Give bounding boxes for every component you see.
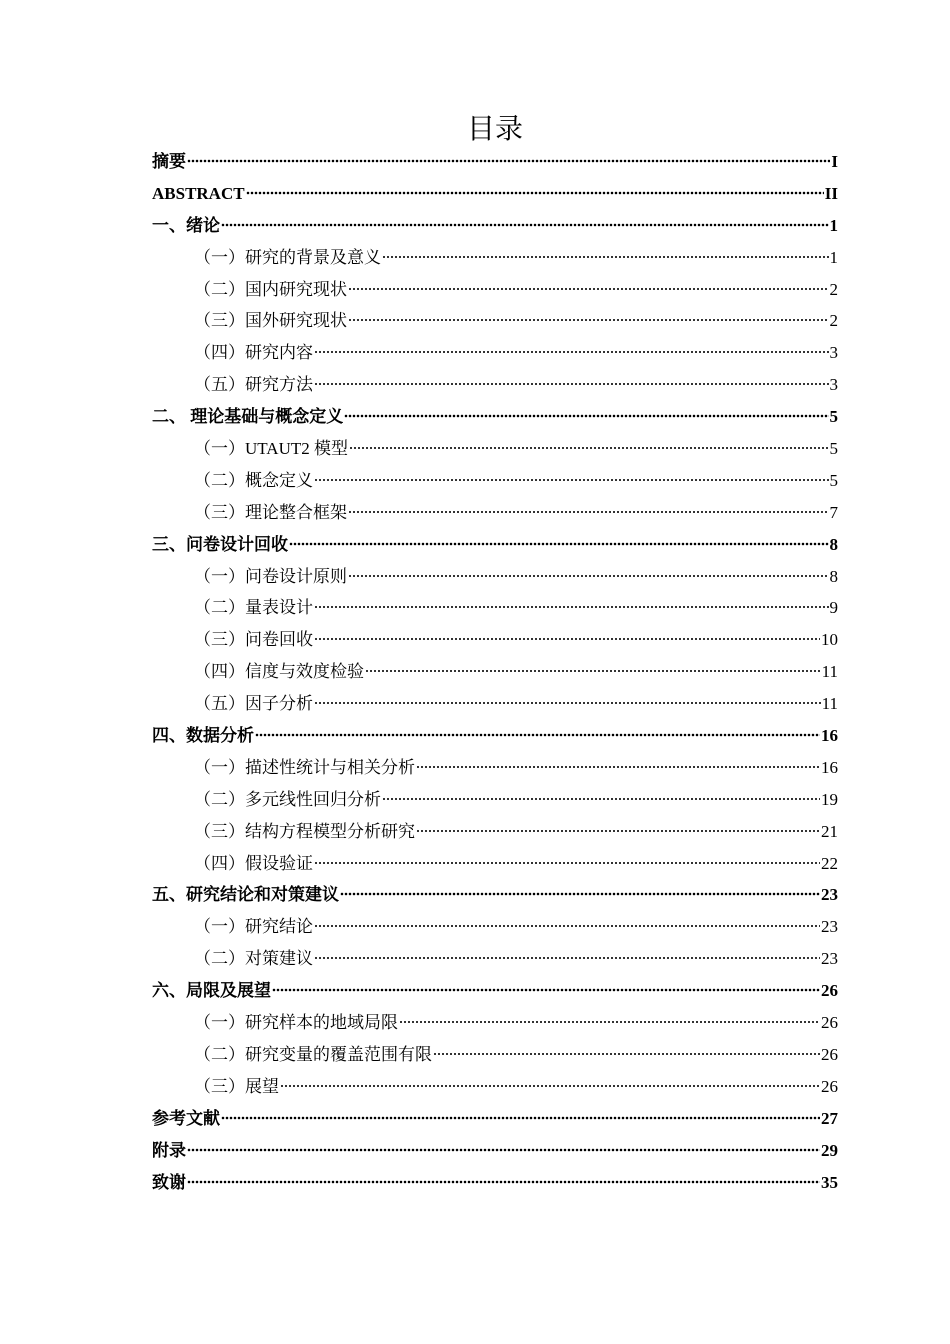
dot-leader [187,1148,820,1152]
toc-entry[interactable] [152,497,838,529]
toc-entry-label: 三、问卷设计回收 [152,534,288,554]
toc-entry-page-number: 5 [829,470,838,490]
toc-entry-page-number: 21 [821,821,838,841]
toc-entry[interactable] [152,1071,838,1103]
toc-entry-page-number: 5 [829,407,838,427]
dot-leader [272,988,820,992]
dot-leader [187,1180,820,1184]
toc-entry-page-number: 7 [829,502,838,522]
toc-entry-label: 致谢 [152,1172,186,1192]
dot-leader [399,1020,820,1024]
toc-entry[interactable] [152,529,838,561]
toc-entry-page-number: 8 [829,566,838,586]
dot-leader [348,287,829,291]
toc-entry-page-number: 26 [821,981,838,1001]
toc-entry-label: （一）UTAUT2 模型 [194,439,348,459]
toc-entry-label: （三）国外研究现状 [194,311,347,331]
toc-entry-label: （三）理论整合框架 [194,502,347,522]
toc-entry-page-number: 16 [821,726,838,746]
toc-entry[interactable] [152,848,838,880]
toc-entry[interactable] [152,1135,838,1167]
toc-entry-page-number: 29 [821,1140,838,1160]
toc-entry[interactable] [152,1039,838,1071]
toc-entry[interactable] [152,305,838,337]
toc-entry-label: ABSTRACT [152,183,245,203]
toc-entry[interactable] [152,752,838,784]
toc-entry-label: 摘要 [152,152,186,171]
toc-entry-label: （四）信度与效度检验 [194,662,364,682]
toc-entry-label: （三）结构方程模型分析研究 [194,821,415,841]
toc-entry[interactable] [152,274,838,306]
dot-leader [365,669,821,673]
toc-entry-page-number: 11 [821,694,838,714]
toc-entry[interactable] [152,592,838,624]
toc-entry-label: （五）因子分析 [194,694,313,714]
toc-entry-page-number: I [831,152,838,171]
toc-entry-label: （一）研究样本的地域局限 [194,1013,398,1033]
dot-leader [289,542,829,546]
toc-entry[interactable] [152,465,838,497]
dot-leader [314,924,820,928]
dot-leader [433,1052,820,1056]
toc-entry-label: （二）对策建议 [194,949,313,969]
toc-entry[interactable] [152,975,838,1007]
dot-leader [314,637,820,641]
dot-leader [382,255,829,259]
toc-entry-label: （二）量表设计 [194,598,313,618]
dot-leader [246,191,824,195]
toc-entry[interactable] [152,369,838,401]
dot-leader [348,574,829,578]
toc-entry-label: （一）研究结论 [194,917,313,937]
toc-entry-label: （三）展望 [194,1076,279,1096]
toc-entry-page-number: 3 [829,343,838,363]
toc-entry-page-number: 23 [821,885,838,905]
toc-entry[interactable] [152,816,838,848]
dot-leader [221,223,829,227]
toc-entry-label: 五、研究结论和对策建议 [152,885,339,905]
toc-entry-label: 附录 [152,1140,186,1160]
toc-entry[interactable] [152,433,838,465]
toc-entry-page-number: 26 [821,1044,838,1064]
toc-entry-label: 一、绪论 [152,215,220,235]
toc-entry-page-number: 3 [829,375,838,395]
toc-entry-label: 四、数据分析 [152,726,254,746]
toc-entry-page-number: 10 [821,630,838,650]
toc-title: 目录 [466,114,523,145]
dot-leader [348,318,829,322]
toc-entry[interactable] [152,688,838,720]
toc-entry-page-number: 26 [821,1013,838,1033]
toc-entry[interactable] [152,784,838,816]
toc-entry[interactable] [152,210,838,242]
toc-entry-page-number: 2 [829,311,838,331]
toc-entry-label: （一）问卷设计原则 [194,566,347,586]
dot-leader [314,861,820,865]
toc-entry-label: （四）假设验证 [194,853,313,873]
toc-entry-page-number: II [824,183,838,203]
toc-entry-page-number: 23 [821,949,838,969]
toc-entry[interactable] [152,337,838,369]
toc-entry[interactable] [152,624,838,656]
dot-leader [314,701,821,705]
toc-entry-label: 参考文献 [152,1108,220,1128]
toc-entry[interactable] [152,1167,838,1199]
toc-entry-page-number: 8 [829,534,838,554]
toc-entry[interactable] [152,911,838,943]
dot-leader [349,446,829,450]
toc-entry-label: （二）概念定义 [194,470,313,490]
toc-entry-page-number: 5 [829,439,838,459]
toc-entry[interactable] [152,561,838,593]
toc-entry[interactable] [152,720,838,752]
toc-entry-page-number: 16 [821,757,838,777]
dot-leader [221,1116,820,1120]
toc-entry-label: （二）多元线性回归分析 [194,789,381,809]
toc-entry[interactable] [152,656,838,688]
toc-entry[interactable] [152,401,838,433]
dot-leader [348,510,829,514]
toc-entry-label: （二）国内研究现状 [194,279,347,299]
dot-leader [382,797,820,801]
dot-leader [416,765,820,769]
toc-entry-page-number: 1 [829,247,838,267]
dot-leader [416,829,820,833]
dot-leader [314,350,829,354]
toc-entry[interactable] [152,242,838,274]
toc-entry[interactable] [152,146,838,178]
dot-leader [255,733,820,737]
toc-entry-page-number: 35 [821,1172,838,1192]
dot-leader [314,956,820,960]
toc-entry-page-number: 1 [829,215,838,235]
dot-leader [340,892,820,896]
toc-entry-label: （五）研究方法 [194,375,313,395]
toc-entry-page-number: 11 [821,662,838,682]
toc-entry[interactable] [152,879,838,911]
dot-leader [314,605,829,609]
toc-entry-page-number: 27 [821,1108,838,1128]
toc-entry[interactable] [152,1007,838,1039]
toc-entry-page-number: 9 [829,598,838,618]
dot-leader [187,159,830,163]
toc-entry-page-number: 22 [821,853,838,873]
toc-entry-page-number: 23 [821,917,838,937]
dot-leader [314,382,829,386]
toc-list [152,146,838,1198]
dot-leader [280,1084,820,1088]
toc-entry-label: （三）问卷回收 [194,630,313,650]
toc-entry-label: （四）研究内容 [194,343,313,363]
toc-entry-label: （二）研究变量的覆盖范围有限 [194,1044,432,1064]
toc-entry[interactable] [152,1103,838,1135]
dot-leader [314,478,829,482]
toc-entry-page-number: 2 [829,279,838,299]
toc-entry-page-number: 19 [821,789,838,809]
toc-entry-label: （一）描述性统计与相关分析 [194,757,415,777]
toc-entry-label: 六、局限及展望 [152,981,271,1001]
toc-entry-label: （一）研究的背景及意义 [194,247,381,267]
dot-leader [344,414,828,418]
toc-entry-label: 二、 理论基础与概念定义 [152,407,344,427]
toc-entry[interactable] [152,178,838,210]
toc-entry-page-number: 26 [821,1076,838,1096]
toc-entry[interactable] [152,943,838,975]
